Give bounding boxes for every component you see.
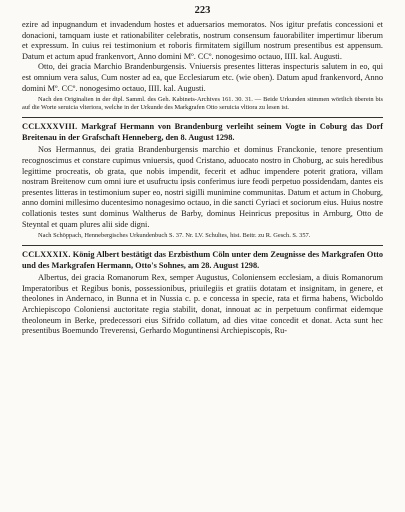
section2-heading <box>22 122 383 143</box>
section2-source-note: Nach Schöppach, Hennebergisches Urkundenbuch S. 37. Nr. LV. Schultes, hist. Beitr. zu R. Gesch. S. 357. <box>38 232 311 240</box>
section1-paragraph-2: Otto, dei gracia Marchio Brandenburgensis. Vniuersis presentes litteras inspecturis salutem in eo, qui est omnium vera salus, Cum noster ad ea, que Ecclesiarum etc. (wie oben). Datum apud frankenvord, Anno domini Mº. CCº. nonogesimo octauo, IIII. kal. Augusti. <box>22 62 383 93</box>
section2-number: CCLXXXVIII. <box>22 122 78 132</box>
page-number: 223 <box>194 5 211 16</box>
section1-paragraph: ezire ad inpugnandum et invadendum hostes et aduersarios memoratos. Nos igitur prefatis concessioni et donacioni, tamquam iuste et rationabiliter celebratis, nostrum consensum fauorabiliter impertimur liberum et expressum. In cuius rei testimonium et roboris firmitatem sigillum nostrum presentibus est appensum. Datum et actum apud frankenvort, Anno domini Mº. CCº. nonogesimo octauo, IIII. kal. Augusti. <box>22 20 383 61</box>
section1-source-note: Nach den Originalien in der dipl. Samml. des Geh. Kabinets-Archives 161. 30. 31. — Beide Urkunden stimmen wörtlich überein bis auf die Worte seruicia vlteriora, welche in der Urkunde des Markgrafen Otto seruicia vltiora zu lesen ist. <box>22 96 383 112</box>
section2-body: Nos Hermannus, dei gratia Brandenburgensis marchio et dominus Franckonie, tenore presentium recognoscimus et constare cupimus vniuersis, quod Cristano, aduocato nostro in Choburg, ac suis heredibus legittime procreatis, ob grata, que nobis impendit, fecerit et adhuc impendere poterit gratiora, villam nostram Breitenow cum omni iure et usufructu ipsis conferimus iure feodi perpetuo possidendam, dantes eis presentes litteras in testimonium super eo, nostri sigilli munimine communitas. Datum et actum in Choburg, anno domini millesimo ducentesimo nonagesimo octauo, in die sancti Cyriaci et sociorum eius. Huius nostre collationis testes sunt dominus Waltherus de Barby, dominus Heinricus prepositus in Arnburg, Otto de Steyntal et quam plures alii side digni. <box>22 145 383 229</box>
section3-title: König Albert bestätigt das Erzbisthum Cöln unter dem Zeugnisse des Markgrafen Otto und des Markgrafen Hermann, Otto's Sohnes, am 28. August 1298. <box>22 250 383 270</box>
section-divider <box>22 117 383 118</box>
section-divider <box>22 245 383 246</box>
section2-title: Markgraf Hermann von Brandenburg verleiht seinem Vogte in Coburg das Dorf Breitenau in der Grafschaft Henneberg, den 8. August 1298. <box>22 122 384 142</box>
section3-number: CCLXXXIX. <box>22 250 71 260</box>
section3-body: Albertus, dei gracia Romanorum Rex, semper Augustus, Coloniensem ecclesiam, a diuis Romanorum Imperatoribus et Regibus bonis, possessionibus, priuilegiis et gratiis dotatam et insignitam, in genere, et theolones in Andernaco, in Bunna et in Nussia c. p. e concessa in specie, rata et firma habens, Wicboldo Archiepiscopo Coloniensi auctoritate regia stabilit, donat, innouat ac in perpetuum confirmat eidemque theoloneum in Berke, predecessori eius Sifrido collatum, ad dies vitae concedit et donat. Acta sunt hec presentibus Boemundo Treverensi, Gerhardo Moguntinensi Archiepiscopis, Ru- <box>22 273 383 336</box>
section3-heading <box>22 250 383 271</box>
